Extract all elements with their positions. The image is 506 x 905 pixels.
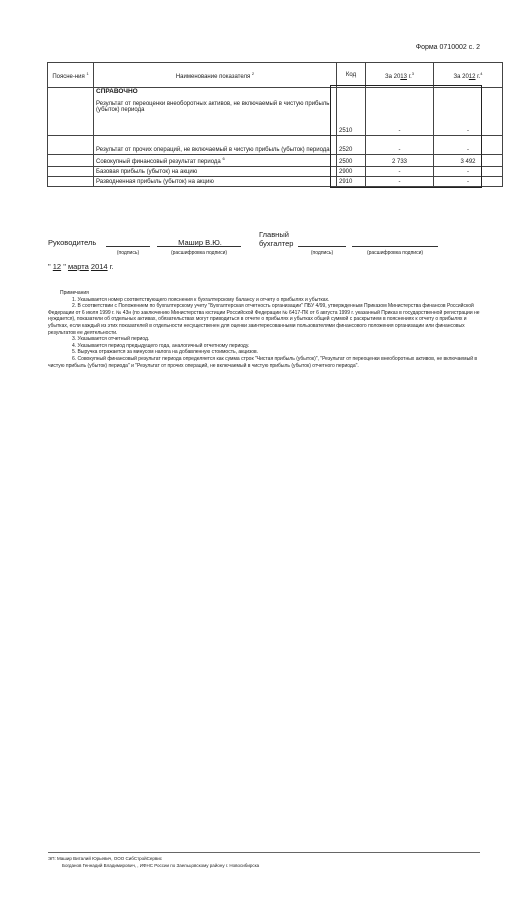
- report-date: " 12 " марта 2014 г.: [48, 262, 114, 271]
- chief-label-1: Главный: [259, 230, 289, 239]
- note-item: 4. Указывается период предыдущего года, аналогичный отчетному периоду.: [72, 342, 250, 349]
- note-item: 6. Совокупный финансовый результат периода определяется как сумма строк "Чистая прибыль (убыток)", "Результат от переоценки внеоборотных активов, не включаемый в чистую прибыль (убыток) периода" и "Результат от прочих операций, не включаемый в чистую прибыль (убыток) отчетного периода".: [48, 355, 478, 369]
- note-item: 3. Указывается отчетный период.: [72, 336, 150, 343]
- row-name: СПРАВОЧНО Результат от переоценки внеоборотных активов, не включаемый в чистую прибыль (убыток) периода: [94, 88, 337, 136]
- row-name: Результат от прочих операций, не включаемый в чистую прибыль (убыток) периода: [94, 136, 337, 155]
- row-current: -: [366, 136, 434, 155]
- notes-title: Примечания: [60, 290, 89, 296]
- table-row: [48, 155, 503, 167]
- chief-signature-caption: (подпись): [310, 250, 334, 256]
- row-code: 2510: [337, 88, 366, 136]
- row-name: Базовая прибыль (убыток) на акцию: [94, 167, 337, 177]
- row-name: Разводненная прибыль (убыток) на акцию: [94, 177, 337, 187]
- form-code: Форма 0710002 с. 2: [415, 44, 480, 51]
- head-signature-line: [106, 246, 150, 247]
- table-header-row: [48, 63, 503, 88]
- row-explanation: [48, 177, 94, 187]
- header-explanations: Поясне-ния $^1$: [48, 63, 94, 88]
- head-decoding-caption: (расшифровка подписи): [170, 250, 228, 256]
- row-code: 2500: [337, 155, 366, 167]
- row-previous: -: [434, 167, 503, 177]
- row-code: 2520: [337, 136, 366, 155]
- row-name: Совокупный финансовый результат периода $^6$: [94, 155, 337, 167]
- header-previous-period: За 2012 г.$^4$: [434, 63, 503, 88]
- footer-line-2: Богданов Геннадий Владимирович, , ИФНС России по Заельцовскому району г. Новосибирска: [62, 862, 260, 868]
- row-previous: -: [434, 136, 503, 155]
- footer-divider: [48, 852, 480, 853]
- row-current: -: [366, 167, 434, 177]
- table-row: [48, 167, 503, 177]
- chief-decoding-caption: (расшифровка подписи): [366, 250, 424, 256]
- row-code: 2910: [337, 177, 366, 187]
- notes: [48, 290, 484, 369]
- table-row: [48, 136, 503, 155]
- table-row: [48, 88, 503, 136]
- head-name: Машир В.Ю.: [178, 238, 222, 247]
- report-table: [47, 62, 503, 187]
- head-decoding-line: [157, 246, 241, 247]
- note-item: 1. Указывается номер соответствующего пояснения к бухгалтерскому балансу и отчету о прибылях и убытках.: [72, 296, 330, 303]
- row-current: -: [366, 177, 434, 187]
- header-code: Код: [337, 63, 366, 88]
- row-explanation: [48, 88, 94, 136]
- header-current-period: За 2013 г.$^3$: [366, 63, 434, 88]
- row-explanation: [48, 155, 94, 167]
- section-title: СПРАВОЧНО: [96, 88, 138, 95]
- footer-line-1: ЭП: Машир Виталий Юрьевич, ООО СибСтройСервис: [48, 856, 163, 861]
- row-previous: -: [434, 88, 503, 136]
- head-signature-caption: (подпись): [116, 250, 140, 256]
- table-row: [48, 177, 503, 187]
- note-item: 5. Выручка отражается за минусом налога на добавленную стоимость, акцизов.: [72, 349, 259, 356]
- chief-signature-line: [298, 246, 346, 247]
- row-code: 2900: [337, 167, 366, 177]
- row-previous: 3 492: [434, 155, 503, 167]
- footer: [48, 856, 468, 869]
- chief-decoding-line: [352, 246, 438, 247]
- row-current: -: [366, 88, 434, 136]
- head-label: Руководитель: [48, 238, 97, 247]
- row-current: 2 733: [366, 155, 434, 167]
- header-indicator: Наименование показателя $^2$: [94, 63, 337, 88]
- row-explanation: [48, 167, 94, 177]
- note-item: 2. В соответствии с Положением по бухгалтерскому учету "Бухгалтерская отчетность организации" ПБУ 4/99, утвержденным Приказом Министерства финансов Российской Федерации от 6 июля 1999 г. № 43н (по заключению Министерства юстиции Российской Федерации № 6417-ПК от 6 августа 1999 г. указанный Приказ в государственной регистрации не нуждается), показатели об отдельных активах, обязательствах могут приводиться в отчете о прибылях и убытках общей суммой с раскрытием в пояснениях к отчету о прибылях и убытках, если каждый из этих показателей в отдельности несущественен для оценки заинтересованными пользователями финансового положения организации или финансовых результатов ее деятельности.: [48, 303, 480, 336]
- row-previous: -: [434, 177, 503, 187]
- row-explanation: [48, 136, 94, 155]
- chief-label-2: бухгалтер: [259, 239, 294, 248]
